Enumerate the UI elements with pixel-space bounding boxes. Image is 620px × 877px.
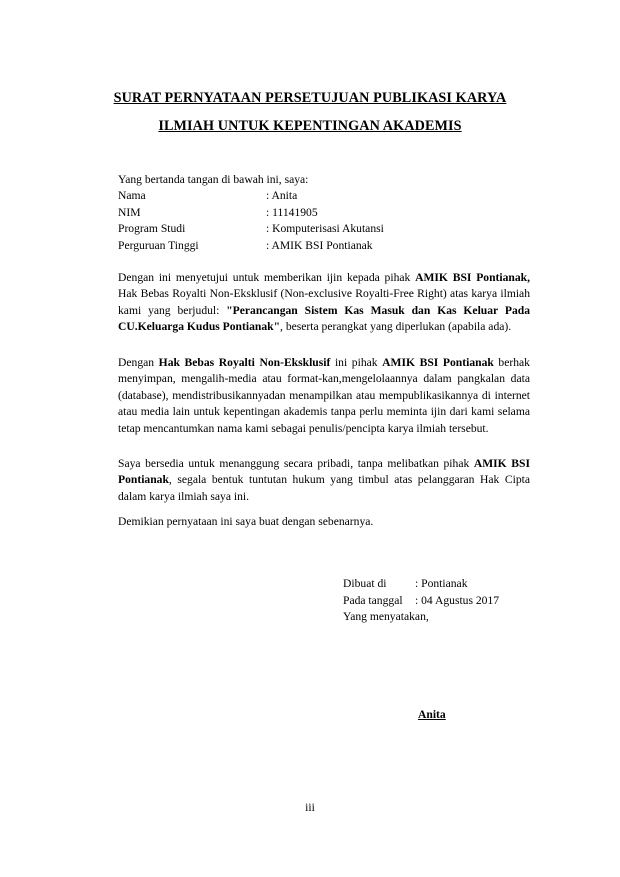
text-segment: , segala bentuk tuntutan hukum yang timbul atas pelanggaran Hak Cipta dalam karya ilmiah saya ini.	[118, 473, 530, 503]
rights-term: Hak Bebas Royalti Non-Eksklusif	[158, 356, 331, 369]
signature-block	[343, 576, 499, 626]
closing-paragraph: Demikian pernyataan ini saya buat dengan sebenarnya.	[118, 515, 374, 528]
identity-block	[118, 172, 530, 254]
signature-place-row	[343, 576, 499, 593]
identity-label: Nama	[118, 189, 146, 203]
signature-closing: Yang menyatakan,	[343, 610, 429, 624]
place-label: Dibuat di	[343, 577, 387, 590]
identity-label: NIM	[118, 205, 141, 219]
rights-paragraph	[118, 355, 530, 437]
page-number: iii	[305, 801, 315, 814]
identity-row-nim	[118, 205, 530, 221]
date-label: Pada tanggal	[343, 593, 403, 607]
signature-date-row	[343, 593, 499, 610]
identity-row-program	[118, 221, 530, 237]
consent-paragraph	[118, 270, 530, 336]
text-segment: Hak Bebas Royalti Non-Eksklusif (Non-exclusive Royalti-Free Right) atas karya ilmiah kami yang berjudul:	[118, 287, 530, 317]
signer-name: Anita	[418, 708, 446, 721]
identity-label: Program Studi	[118, 222, 186, 236]
identity-label: Perguruan Tinggi	[118, 238, 199, 252]
identity-value: : AMIK BSI Pontianak	[266, 238, 373, 252]
thesis-title: "Perancangan Sistem Kas Masuk dan Kas Keluar Pada CU.Keluarga Kudus Pontianak"	[118, 303, 530, 334]
identity-row-name	[118, 188, 530, 204]
text-segment: berhak menyimpan, mengalih-media atau format-kan,mengelolaannya dalam pangkalan data (database), mendistribusikannyadan menampilkan atau mempublikasikannya di internet atau media lain untuk kepentingan akademis tanpa perlu meminta ijin dari kami selama tetap mencantumkan nama kami sebagai penulis/pencipta karya ilmiah tersebut.	[118, 356, 530, 435]
date-value: : 04 Agustus 2017	[415, 593, 500, 607]
institution-name: AMIK BSI Pontianak	[118, 457, 530, 487]
text-segment: Saya bersedia untuk menanggung secara pribadi, tanpa melibatkan pihak	[118, 457, 474, 470]
identity-value: : 11141905	[266, 205, 318, 219]
identity-row-institution	[118, 238, 530, 254]
liability-paragraph	[118, 456, 530, 505]
document-title-line-2: ILMIAH UNTUK KEPENTINGAN AKADEMIS	[158, 118, 462, 134]
identity-value: : Komputerisasi Akutansi	[266, 222, 384, 236]
institution-name: AMIK BSI Pontianak	[382, 356, 494, 369]
document-title-line-1: SURAT PERNYATAAN PERSETUJUAN PUBLIKASI KARYA	[113, 90, 507, 106]
institution-name: AMIK BSI Pontianak,	[415, 271, 530, 284]
text-segment: , beserta perangkat yang diperlukan (apabila ada).	[280, 320, 512, 334]
intro-text: Yang bertanda tangan di bawah ini, saya:	[118, 173, 309, 186]
text-segment: Dengan	[118, 356, 159, 369]
identity-value: : Anita	[266, 189, 298, 203]
text-segment: ini pihak	[330, 356, 383, 369]
place-value: : Pontianak	[415, 577, 468, 590]
text-segment: Dengan ini menyetujui untuk memberikan ijin kepada pihak	[118, 271, 416, 284]
